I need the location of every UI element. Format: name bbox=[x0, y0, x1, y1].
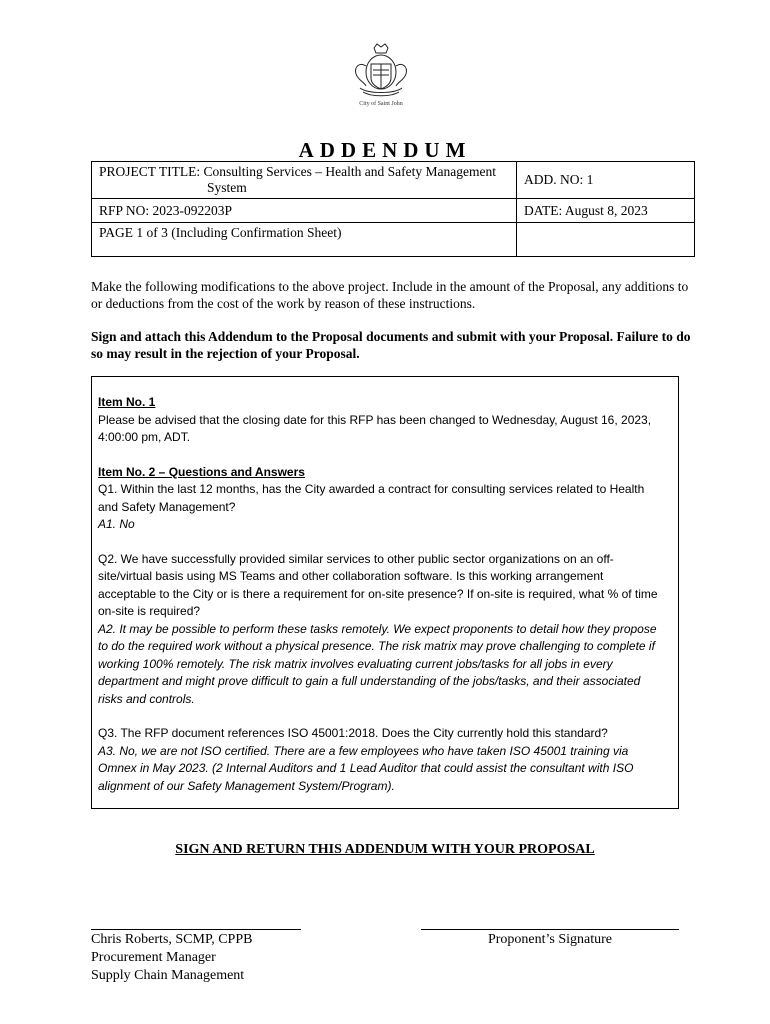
signer-title: Procurement Manager bbox=[91, 950, 216, 965]
project-title-line1: PROJECT TITLE: Consulting Services – Health and Safety Management bbox=[99, 164, 496, 179]
document-title: ADDENDUM bbox=[298, 138, 472, 162]
add-no-cell: ADD. NO: 1 bbox=[517, 162, 695, 199]
item-2-q1 bbox=[98, 464, 678, 534]
answer-3: A3. No, we are not ISO certified. There are a few employees who have taken ISO 45001 training via Omnex in May 2023. (2 Internal Auditors and 1 Lead Auditor that could assist the consultant with ISO alignment of our Safety Management System/Program). bbox=[98, 743, 634, 793]
signer-block bbox=[91, 931, 252, 985]
signer-name: Chris Roberts, SCMP, CPPB bbox=[91, 932, 253, 947]
date-cell: DATE: August 8, 2023 bbox=[517, 199, 695, 223]
crest-icon bbox=[346, 42, 416, 100]
item-1-text: Please be advised that the closing date for this RFP has been changed to Wednesday, August 16, 2023, 4:00:00 pm, ADT. bbox=[98, 412, 652, 444]
proponent-signature-line bbox=[421, 929, 679, 930]
page-cell: PAGE 1 of 3 (Including Confirmation Sheet) bbox=[92, 223, 517, 257]
question-3: Q3. The RFP document references ISO 45001:2018. Does the City currently hold this standard? bbox=[98, 726, 608, 740]
item-1-heading: Item No. 1 bbox=[98, 395, 156, 409]
signer-signature-line bbox=[91, 929, 301, 930]
proponent-signature-label: Proponent’s Signature bbox=[487, 932, 613, 947]
project-title-cell bbox=[92, 162, 517, 199]
question-2: Q2. We have successfully provided similar services to other public sector organizations on an off-site/virtual basis using MS Teams and other collaboration software. Is this working arrangement acceptable to the City or is there a requirement for on-site presence? If on-site is required, what % of time on-site is required? bbox=[98, 551, 658, 618]
signer-department: Supply Chain Management bbox=[91, 968, 245, 983]
project-title-line2: System bbox=[207, 180, 247, 195]
item-2-q3 bbox=[98, 725, 678, 795]
item-1 bbox=[98, 394, 678, 447]
item-2-heading: Item No. 2 – Questions and Answers bbox=[98, 464, 305, 479]
addendum-items-box bbox=[91, 376, 679, 809]
instructions-paragraph: Make the following modifications to the above project. Include in the amount of the Proposal, any additions to or deductions from the cost of the work by reason of these instructions. bbox=[91, 279, 689, 311]
item-2-q2 bbox=[98, 551, 678, 709]
rfp-no-cell: RFP NO: 2023-092203P bbox=[92, 199, 517, 223]
logo-caption: City of Saint John bbox=[359, 101, 403, 107]
question-1: Q1. Within the last 12 months, has the City awarded a contract for consulting services related to Health and Safety Management? bbox=[98, 482, 645, 514]
sign-attach-paragraph: Sign and attach this Addendum to the Proposal documents and submit with your Proposal. Failure to do so may result in the rejection of your Proposal. bbox=[91, 329, 691, 361]
sign-return-heading: SIGN AND RETURN THIS ADDENDUM WITH YOUR PROPOSAL bbox=[175, 842, 595, 857]
answer-2: A2. It may be possible to perform these tasks remotely. We expect proponents to detail how they propose to do the required work without a physical presence. The risk matrix may prove challenging to complete if working 100% remotely. The risk matrix involves evaluating current jobs/tasks for all jobs in every department and might prove difficult to gain a full understanding of the jobs/tasks, and their associated risks and controls. bbox=[98, 621, 657, 706]
answer-1: A1. No bbox=[98, 517, 135, 531]
addendum-info-table bbox=[91, 161, 695, 257]
empty-cell bbox=[517, 223, 695, 257]
